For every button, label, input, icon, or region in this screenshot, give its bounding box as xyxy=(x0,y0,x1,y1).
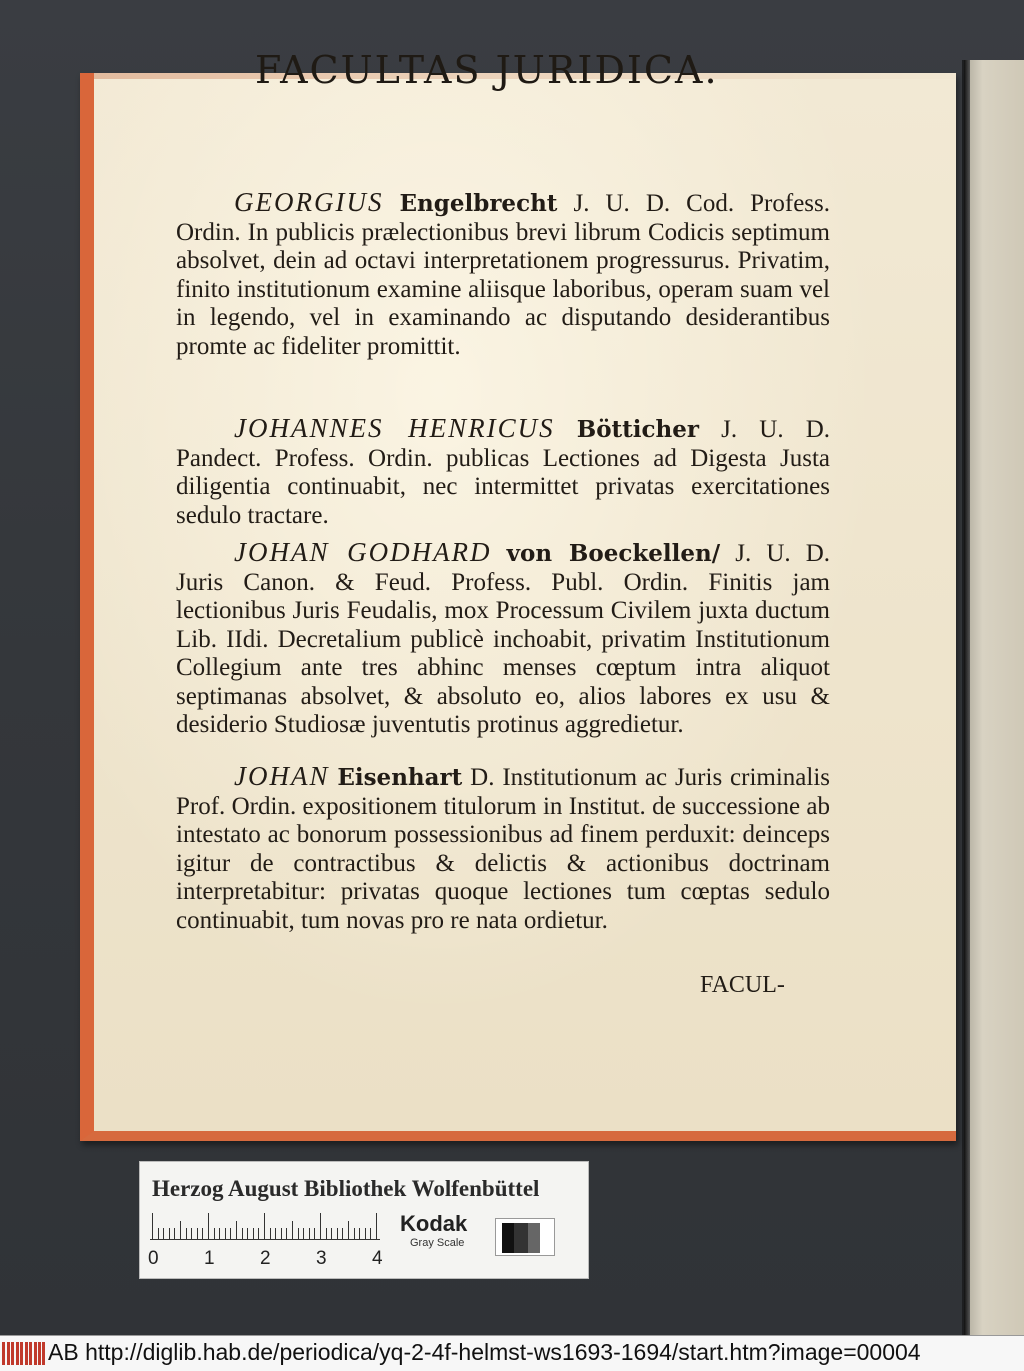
ruler-tick xyxy=(247,1228,248,1239)
ruler-tick xyxy=(202,1228,203,1239)
paragraph-text: J. U. D. Cod. Profess. Ordin. In publicis prælectionibus brevi librum Codicis septimum absolvet, dein ad octavi interpretationem progressurus. Privatim, finito institutionum examine aliisque laboribus, operam suam vel in legendo, vel in examinando ac disputando desiderantibus promte ac fideliter promittit. xyxy=(176,190,831,360)
author-name: JOHAN GODHARD xyxy=(234,537,492,567)
url-link[interactable]: http://diglib.hab.de/periodica/yq-2-4f-helmst-ws1693-1694/start.htm?image=00004 xyxy=(85,1339,921,1365)
author-surname: Eisenhart xyxy=(337,764,463,791)
ruler-tick xyxy=(286,1228,287,1239)
author-surname: Bötticher xyxy=(576,416,700,443)
adjacent-page-edge xyxy=(962,60,1024,1340)
ruler-tick xyxy=(208,1213,209,1239)
ruler-tick xyxy=(370,1228,371,1239)
ruler-tick xyxy=(298,1228,299,1239)
url-prefix: AB xyxy=(48,1339,79,1365)
ruler-tick xyxy=(230,1228,231,1239)
gray-swatch xyxy=(495,1218,555,1256)
ruler-tick xyxy=(303,1228,304,1239)
author-name: JOHANNES HENRICUS xyxy=(234,413,555,443)
catchword: FACUL- xyxy=(700,972,785,998)
library-name: Herzog August Bibliothek Wolfenbüttel xyxy=(152,1176,540,1201)
paragraph-boeckellen xyxy=(176,538,830,740)
url-bar xyxy=(0,1335,1024,1371)
ruler-tick xyxy=(348,1221,349,1239)
ruler-tick xyxy=(275,1228,276,1239)
ruler-tick xyxy=(163,1228,164,1239)
ruler-tick xyxy=(281,1228,282,1239)
ruler-tick xyxy=(365,1228,366,1239)
ruler-tick xyxy=(186,1228,187,1239)
scale-number: 3 xyxy=(316,1248,327,1269)
paragraph-text: D. Institutionum ac Juris criminalis Prof. Ordin. expositionem titulorum in Institut. de successione ab intestato ac bonorum possessionibus ad finem perduxit: deinceps igitur de contractibus & delictis & actionibus doctrinam interpretabitur: privatas quoque lectiones tum cœptas sedulo continuabit, tum novas pro re nata ordietur. xyxy=(176,764,831,934)
scale-number: 1 xyxy=(204,1248,215,1269)
ruler-tick xyxy=(359,1228,360,1239)
author-name: JOHAN xyxy=(234,761,330,791)
paragraph-text: J. U. D. Pandect. Profess. Ordin. publicas Lectiones ad Digesta Justa diligentia continuabit, nec intermittet privatas exercitationes sedulo tractare. xyxy=(176,416,831,529)
ruler-tick xyxy=(219,1228,220,1239)
ruler xyxy=(150,1210,380,1242)
ruler-tick xyxy=(342,1228,343,1239)
color-scale-card xyxy=(139,1161,589,1279)
ruler-tick xyxy=(180,1221,181,1239)
paragraph-engelbrecht xyxy=(176,188,830,361)
ruler-tick xyxy=(376,1213,377,1239)
barcode-icon xyxy=(2,1342,46,1365)
ruler-tick xyxy=(309,1228,310,1239)
ruler-tick xyxy=(225,1228,226,1239)
scale-number: 4 xyxy=(372,1248,383,1269)
url-text[interactable] xyxy=(48,1339,1022,1366)
ruler-tick xyxy=(258,1228,259,1239)
ruler-tick xyxy=(326,1228,327,1239)
ruler-tick xyxy=(174,1228,175,1239)
author-surname: Engelbrecht xyxy=(399,190,558,217)
paragraph-boetticher xyxy=(176,414,830,530)
author-name: GEORGIUS xyxy=(234,187,384,217)
ruler-tick xyxy=(191,1228,192,1239)
ruler-tick xyxy=(169,1228,170,1239)
ruler-tick xyxy=(337,1228,338,1239)
ruler-tick xyxy=(253,1228,254,1239)
ruler-tick xyxy=(314,1228,315,1239)
ruler-tick xyxy=(236,1221,237,1239)
scale-number: 0 xyxy=(148,1248,159,1269)
ruler-tick xyxy=(152,1213,153,1239)
ruler-tick xyxy=(354,1228,355,1239)
paragraph-text: J. U. D. Juris Canon. & Feud. Profess. Publ. Ordin. Finitis jam lectionibus Juris Feudalis, mox Processum Civilem juxta ductum Lib. IIdi. Decretalium publicè inchoabit, privatim Institutionum Collegium ante tres abhinc menses cœptum intra aliquot septimanas absolvet, & absoluto eo, alios labores ex usu & desiderio Studiosæ juventutis protinus aggredietur. xyxy=(176,540,831,738)
ruler-tick xyxy=(320,1213,321,1239)
scale-number: 2 xyxy=(260,1248,271,1269)
kodak-logo: Kodak xyxy=(400,1211,468,1236)
ruler-tick xyxy=(158,1228,159,1239)
ruler-tick xyxy=(270,1228,271,1239)
ruler-tick xyxy=(264,1213,265,1239)
paragraph-eisenhart xyxy=(176,762,830,935)
page-gutter xyxy=(964,60,970,1340)
page-title: FACULTAS JURIDICA. xyxy=(255,48,719,92)
author-surname: von Boeckellen/ xyxy=(506,540,721,567)
ruler-tick xyxy=(331,1228,332,1239)
ruler-tick xyxy=(242,1228,243,1239)
ruler-tick xyxy=(214,1228,215,1239)
ruler-tick xyxy=(197,1228,198,1239)
ruler-tick xyxy=(292,1221,293,1239)
gray-scale-label: Gray Scale xyxy=(410,1237,465,1249)
